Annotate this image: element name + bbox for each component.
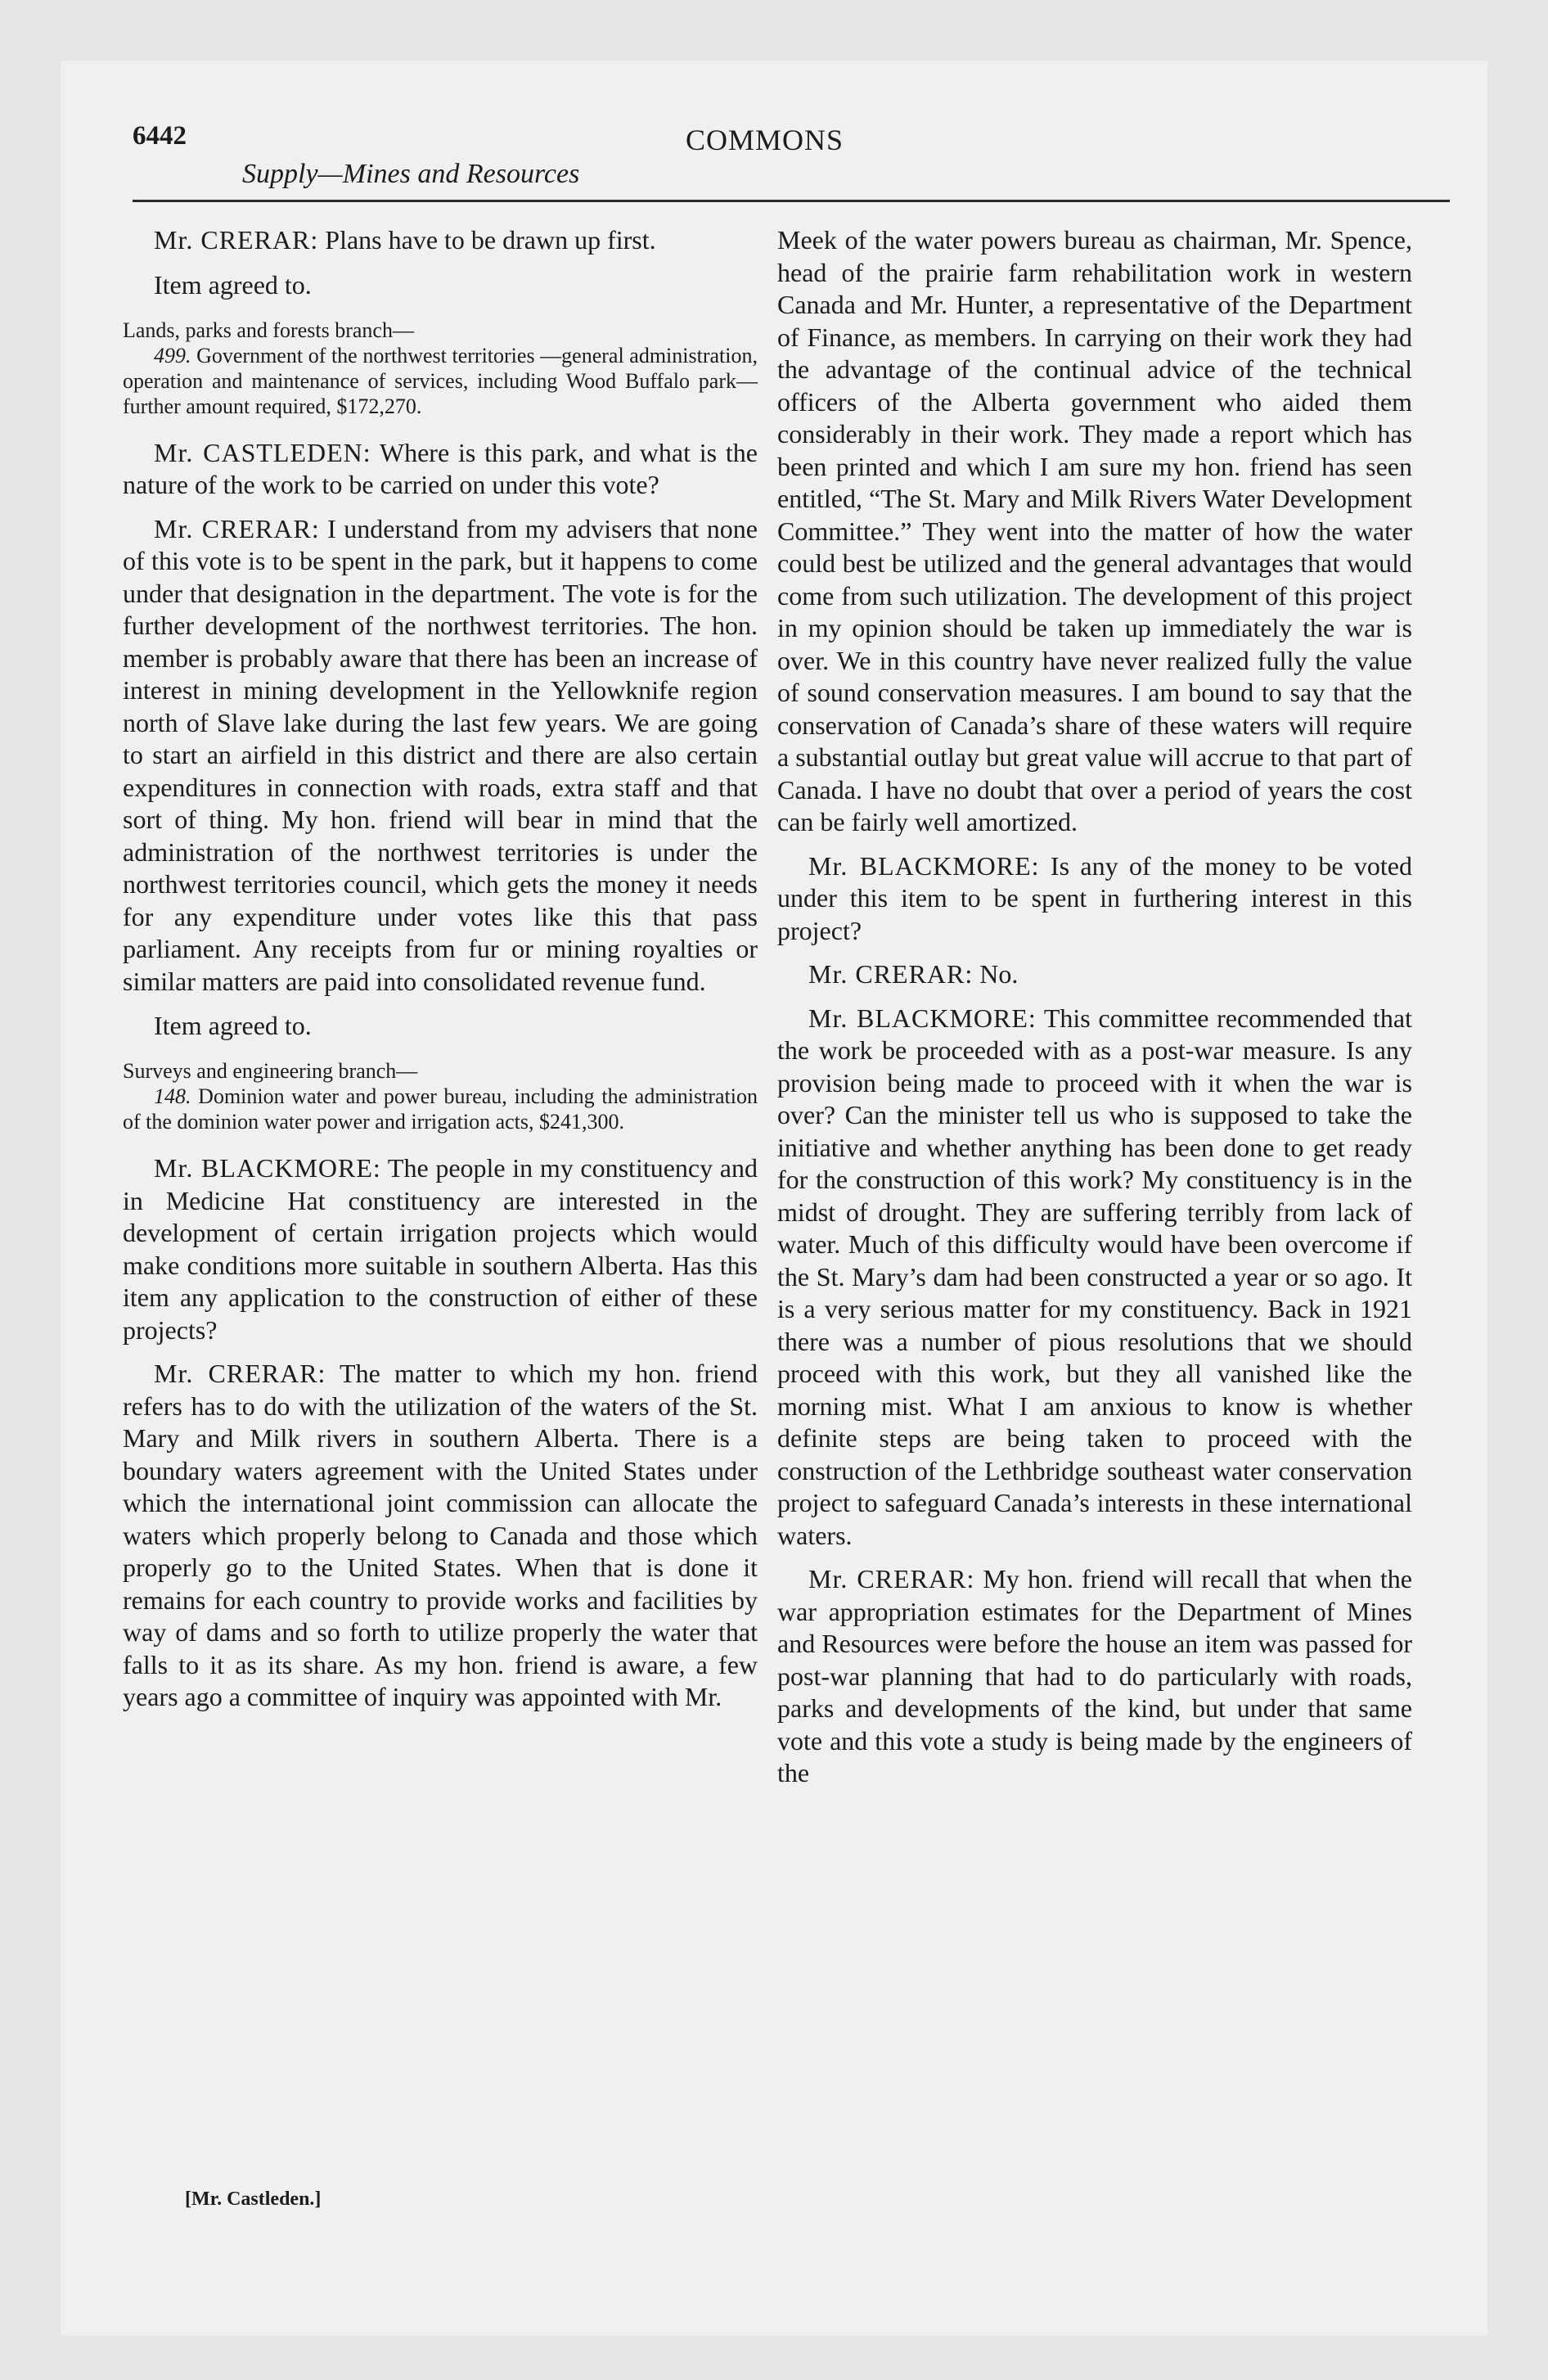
speaker-name: Mr. CRERAR: bbox=[154, 513, 320, 543]
item-agreed: Item agreed to. bbox=[154, 1011, 312, 1040]
speech-text: This committee recommended that the work be proceeded with as a post-war measure. Is any provision being made to proceed with it when the war is over? Can the minister tell us who is supposed to take the initiative and whether anything has been done to get ready for the construction of this work? My constituency is in the midst of drought. They are suffering terribly from lack of water. Much of this difficulty would have been overcome if the St. Mary’s dam had been constructed a year or so ago. It is a very serious matter for my constituency. Back in 1921 there was a number of pious resolutions that we should proceed with this work, but they all vanished like the morning mist. What I am anxious to know is whether definite steps are being taken to proceed with the construction of the Lethbridge southeast water conservation project to safeguard Canada’s interests in these international waters. bbox=[777, 1003, 1413, 1550]
speech-paragraph bbox=[123, 1358, 758, 1714]
speech-paragraph bbox=[777, 1563, 1412, 1790]
speech-text: No. bbox=[973, 959, 1019, 989]
speech-text: I understand from my advisers that none of this vote is to be spent in the park, but it happens to come under that designation in the department. The vote is for the further development of the northwest territories. The hon. member is probably aware that there has been an increase of interest in mining development in the Yellowknife region north of Slave lake during the last few years. We are going to start an airfield in this district and there are also certain expenditures in connection with roads, extra staff and that sort of thing. My hon. friend will bear in mind that the administration of the northwest territories is under the northwest territories council, which gets the money it needs for any expenditure under votes like this that pass parliament. Any receipts from fur or mining royalties or similar matters are paid into consolidated revenue fund. bbox=[123, 513, 758, 996]
speech-paragraph bbox=[777, 958, 1412, 991]
speaker-name: Mr. CRERAR: bbox=[154, 1359, 326, 1388]
item-number: 148. bbox=[154, 1084, 191, 1108]
right-column bbox=[777, 224, 1412, 1801]
page bbox=[61, 61, 1487, 2336]
speech-paragraph bbox=[123, 513, 758, 998]
speaker-name: Mr. CRERAR: bbox=[808, 959, 974, 989]
branch-heading: Lands, parks and forests branch— bbox=[123, 318, 414, 342]
speech-paragraph bbox=[123, 1152, 758, 1346]
speaker-name: Mr. CRERAR: bbox=[154, 225, 319, 255]
item-agreed: Item agreed to. bbox=[154, 269, 312, 300]
running-title: Supply—Mines and Resources bbox=[242, 159, 580, 189]
chamber-name: COMMONS bbox=[686, 124, 844, 156]
item-text: Dominion water and power bureau, including the administration of the dominion water power and irrigation acts, $241,300. bbox=[123, 1084, 758, 1134]
speaker-name: Mr. CASTLEDEN: bbox=[154, 437, 371, 467]
speech-continuation: Meek of the water powers bureau as chairman, Mr. Spence, head of the prairie farm rehabilitation work in western Canada and Mr. Hunter, a representative of the Department of Finance, as members. In carrying on their work they had the advantage of the continual advice of the technical officers of the Alberta government who aided them considerably in their work. They made a report which has been printed and which I am sure my hon. friend has seen entitled, “The St. Mary and Milk Rivers Water Development Committee.” They went into the matter of how the water could best be utilized and the general advantages that would come from such utilization. The development of this project in my opinion should be taken up immediately the war is over. We in this country have never realized fully the value of sound conservation measures. I am bound to say that the conservation of Canada’s share of these waters will require a substantial outlay but great value will accrue to that part of Canada. I have no doubt that over a period of years the cost can be fairly well amortized. bbox=[777, 225, 1412, 836]
speaker-name: Mr. BLACKMORE: bbox=[808, 1003, 1037, 1033]
left-column bbox=[123, 224, 758, 1725]
item-number: 499. bbox=[154, 343, 191, 367]
page-number: 6442 bbox=[133, 121, 187, 151]
speech-text: My hon. friend will recall that when the war appropriation estimates for the Department of Mines and Resources were before the house an item was passed for post-war planning that had to do particularly with roads, parks and developments of the kind, but under that same vote and this vote a study is being made by the engineers of the bbox=[777, 1564, 1413, 1787]
speaker-name: Mr. CRERAR: bbox=[808, 1564, 975, 1593]
speech-paragraph bbox=[777, 850, 1412, 948]
speech-text: Where is this park, and what is the nature of the work to be carried on under this vote? bbox=[123, 437, 758, 499]
estimate-item bbox=[123, 343, 758, 419]
footer-note: [Mr. Castleden.] bbox=[185, 2188, 322, 2210]
speaker-name: Mr. BLACKMORE: bbox=[154, 1153, 381, 1183]
speech-text: Plans have to be drawn up first. bbox=[318, 225, 656, 255]
item-text: Government of the northwest territories —general administration, operation and maintenance of services, including Wood Buffalo park—further amount required, $172,270. bbox=[123, 343, 758, 418]
speech-paragraph bbox=[123, 437, 758, 502]
speech-text: Is any of the money to be voted under this item to be spent in furthering interest in this project? bbox=[777, 850, 1412, 945]
estimate-item bbox=[123, 1084, 758, 1134]
speech-paragraph bbox=[123, 224, 758, 257]
speech-text: The people in my constituency and in Medicine Hat constituency are interested in the development of certain irrigation projects which would make conditions more suitable in southern Alberta. Has this item any application to the construction of either of these projects? bbox=[123, 1153, 758, 1345]
speech-text: The matter to which my hon. friend refers has to do with the utilization of the waters of the St. Mary and Milk rivers in southern Alberta. There is a boundary waters agreement with the United States under which the international joint commission can allocate the waters which properly belong to Canada and those which properly go to the United States. When that is done it remains for each country to provide works and facilities by way of dams and so forth to utilize properly the water that falls to it as its share. As my hon. friend is aware, a few years ago a committee of inquiry was appointed with Mr. bbox=[123, 1359, 758, 1711]
branch-heading: Surveys and engineering branch— bbox=[123, 1059, 418, 1083]
page-header bbox=[61, 61, 1487, 216]
header-rule bbox=[133, 200, 1450, 202]
speaker-name: Mr. BLACKMORE: bbox=[808, 850, 1040, 881]
speech-paragraph bbox=[777, 1003, 1412, 1553]
